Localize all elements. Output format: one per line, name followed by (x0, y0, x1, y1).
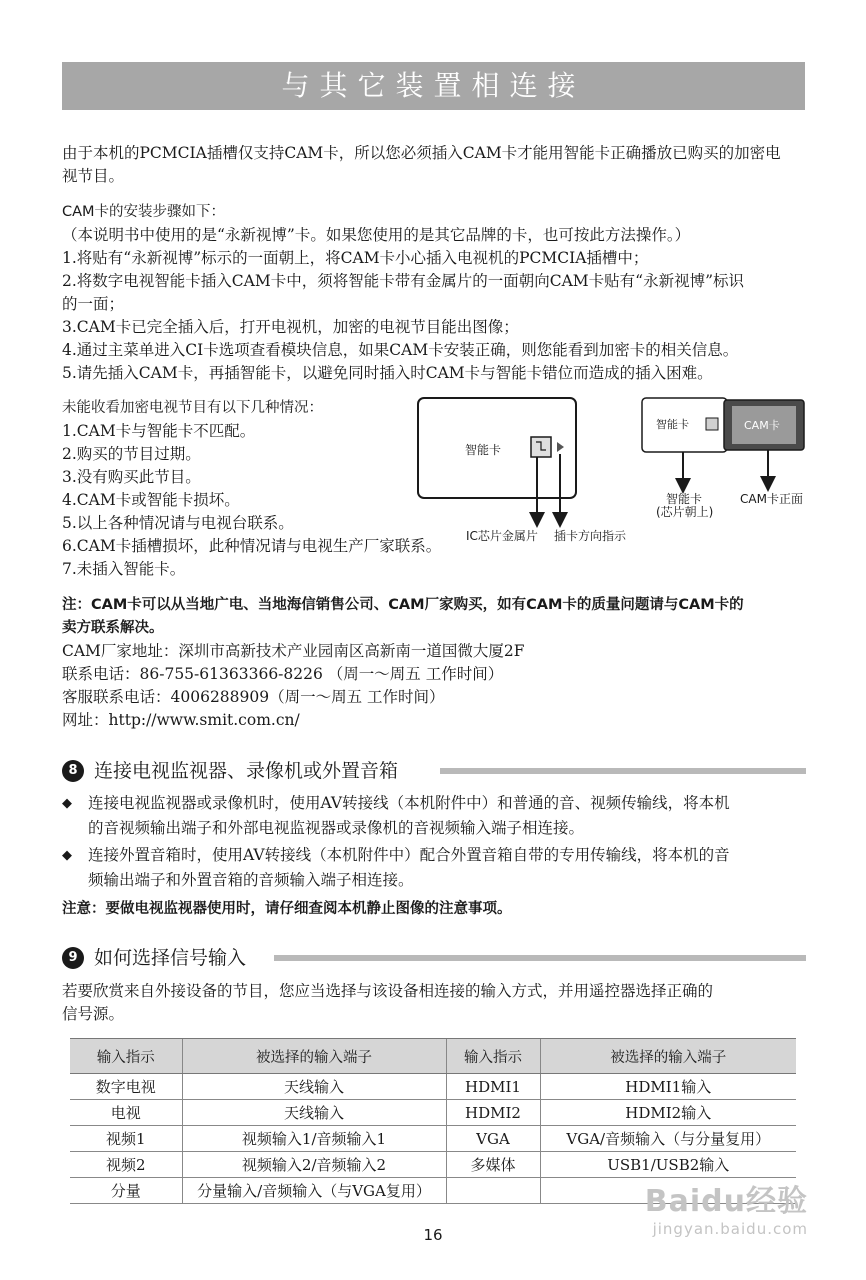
bullet-line: 频输出端子和外置音箱的音频输入端子相连接。 (88, 871, 414, 889)
cam-card-label: CAM卡 (744, 419, 780, 432)
table-cell: HDMI2输入 (540, 1100, 796, 1126)
table-cell: 电视 (70, 1100, 182, 1126)
cam-step-line: 的一面； (62, 295, 125, 313)
chip-up-note: (芯片朝上) (656, 505, 714, 519)
small-chip-icon (706, 418, 718, 430)
table-cell: 视频1 (70, 1126, 182, 1152)
cam-step-line: 2.将数字电视智能卡插入CAM卡中，须将智能卡带有金属片的一面朝向CAM卡贴有“永新视博”标识 (62, 272, 744, 290)
table-row (70, 1074, 796, 1100)
table-cell: 视频2 (70, 1152, 182, 1178)
cam-step-line: 1.将贴有“永新视博”标示的一面朝上，将CAM卡小心插入电视机的PCMCIA插槽中； (62, 249, 649, 267)
cam-steps-heading: CAM卡的安装步骤如下： (62, 204, 226, 220)
cam-step-line: 4.通过主菜单进入CI卡选项查看模块信息，如果CAM卡安装正确，则您能看到加密卡的相关信息。 (62, 341, 739, 359)
card-diagram (410, 392, 810, 552)
ic-chip-label: IC芯片金属片 (466, 529, 538, 543)
table-cell: HDMI1 (446, 1074, 540, 1100)
table-header: 被选择的输入端子 (182, 1039, 446, 1074)
section9-intro (62, 980, 713, 1026)
no-view-heading: 未能收看加密电视节目有以下几种情况： (62, 400, 323, 416)
intro-line: 由于本机的PCMCIA插槽仅支持CAM卡，所以您必须插入CAM卡才能用智能卡正确播放已购买的加密电 (62, 144, 781, 162)
section8-rule (440, 768, 806, 774)
section9-rule (274, 955, 806, 961)
chip-up-label: 智能卡 (666, 492, 703, 506)
cam-note-line: 卖方联系解决。 (62, 620, 164, 636)
table-cell: VGA/音频输入（与分量复用） (540, 1126, 796, 1152)
cam-note-line: 注：CAM卡可以从当地广电、当地海信销售公司、CAM厂家购买，如有CAM卡的质量问题请与CAM卡的 (62, 597, 744, 613)
section9-number: 9 (62, 947, 84, 969)
table-cell: 分量输入/音频输入（与VGA复用） (182, 1178, 446, 1204)
section8-bullet (62, 843, 802, 893)
cam-service-phone: 客服联系电话：4006288909（周一～周五 工作时间） (62, 688, 445, 706)
table-header: 被选择的输入端子 (540, 1039, 796, 1074)
no-view-item: 2.购买的节目过期。 (62, 445, 201, 463)
bullet-line: 的音视频输出端子和外部电视监视器或录像机的音视频输入端子相连接。 (88, 819, 585, 837)
table-row (70, 1152, 796, 1178)
table-cell: USB1/USB2输入 (540, 1152, 796, 1178)
section8-note: 注意：要做电视监视器使用时，请仔细查阅本机静止图像的注意事项。 (62, 901, 512, 917)
table-header-row (70, 1039, 796, 1074)
table-cell: VGA (446, 1126, 540, 1152)
cam-contact (62, 640, 525, 732)
small-smart-card-label: 智能卡 (656, 418, 689, 431)
no-view-item: 7.未插入智能卡。 (62, 560, 186, 578)
table-cell: 多媒体 (446, 1152, 540, 1178)
bullet-line: 连接外置音箱时，使用AV转接线（本机附件中）配合外置音箱自带的专用传输线，将本机的音 (88, 846, 730, 864)
table-cell: 分量 (70, 1178, 182, 1204)
table-cell (446, 1178, 540, 1204)
cam-note (62, 594, 744, 640)
intro-line: 视节目。 (62, 167, 125, 185)
table-cell: 数字电视 (70, 1074, 182, 1100)
no-view-item: 5.以上各种情况请与电视台联系。 (62, 514, 294, 532)
no-view-item: 6.CAM卡插槽损坏，此种情况请与电视生产厂家联系。 (62, 537, 442, 555)
table-cell: HDMI1输入 (540, 1074, 796, 1100)
section9-intro-line: 信号源。 (62, 1005, 125, 1023)
bullet-line: 连接电视监视器或录像机时，使用AV转接线（本机附件中）和普通的音、视频传输线，将本机 (88, 794, 730, 812)
cam-step-line: 3.CAM卡已完全插入后，打开电视机，加密的电视节目能出图像； (62, 318, 519, 336)
cam-phone: 联系电话：86-755-61363366-8226 （周一～周五 工作时间） (62, 665, 504, 683)
table-header: 输入指示 (70, 1039, 182, 1074)
cam-step-line: 5.请先插入CAM卡，再插智能卡，以避免同时插入时CAM卡与智能卡错位而造成的插入困难。 (62, 364, 713, 382)
page-number: 16 (423, 1226, 443, 1244)
no-view-item: 4.CAM卡或智能卡损坏。 (62, 491, 240, 509)
diamond-bullet-icon: ◆ (62, 848, 72, 863)
no-view-list (62, 420, 441, 581)
cam-website: 网址：http://www.smit.com.cn/ (62, 711, 300, 729)
cam-steps-list (62, 224, 744, 385)
watermark-logo: Baidu经验 (644, 1184, 808, 1219)
table-row (70, 1100, 796, 1126)
watermark-url: jingyan.baidu.com (652, 1220, 808, 1238)
table-cell: 天线输入 (182, 1100, 446, 1126)
table-cell: 视频输入2/音频输入2 (182, 1152, 446, 1178)
table-cell: 视频输入1/音频输入1 (182, 1126, 446, 1152)
page-title: 与其它装置相连接 (62, 62, 805, 110)
section8-bullet (62, 791, 802, 841)
table-row (70, 1126, 796, 1152)
section8-heading (62, 758, 406, 784)
no-view-item: 1.CAM卡与智能卡不匹配。 (62, 422, 256, 440)
no-view-item: 3.没有购买此节目。 (62, 468, 201, 486)
diamond-bullet-icon: ◆ (62, 796, 72, 811)
section8-number: 8 (62, 760, 84, 782)
smart-card-label: 智能卡 (465, 443, 502, 457)
table-cell: 天线输入 (182, 1074, 446, 1100)
cam-front-label: CAM卡正面 (740, 492, 803, 506)
section9-intro-line: 若要欣赏来自外接设备的节目，您应当选择与该设备相连接的输入方式，并用遥控器选择正确的 (62, 982, 714, 1000)
section8-title: 连接电视监视器、录像机或外置音箱 (94, 760, 399, 782)
direction-label: 插卡方向指示 (554, 529, 627, 543)
section9-title: 如何选择信号输入 (94, 947, 247, 969)
table-cell: HDMI2 (446, 1100, 540, 1126)
cam-address: CAM厂家地址：深圳市高新技术产业园南区高新南一道国微大厦2F (62, 642, 525, 660)
section9-heading (62, 945, 254, 971)
table-header: 输入指示 (446, 1039, 540, 1074)
intro-paragraph (62, 142, 781, 188)
cam-step-line: （本说明书中使用的是“永新视博”卡。如果您使用的是其它品牌的卡，也可按此方法操作。） (62, 226, 691, 244)
